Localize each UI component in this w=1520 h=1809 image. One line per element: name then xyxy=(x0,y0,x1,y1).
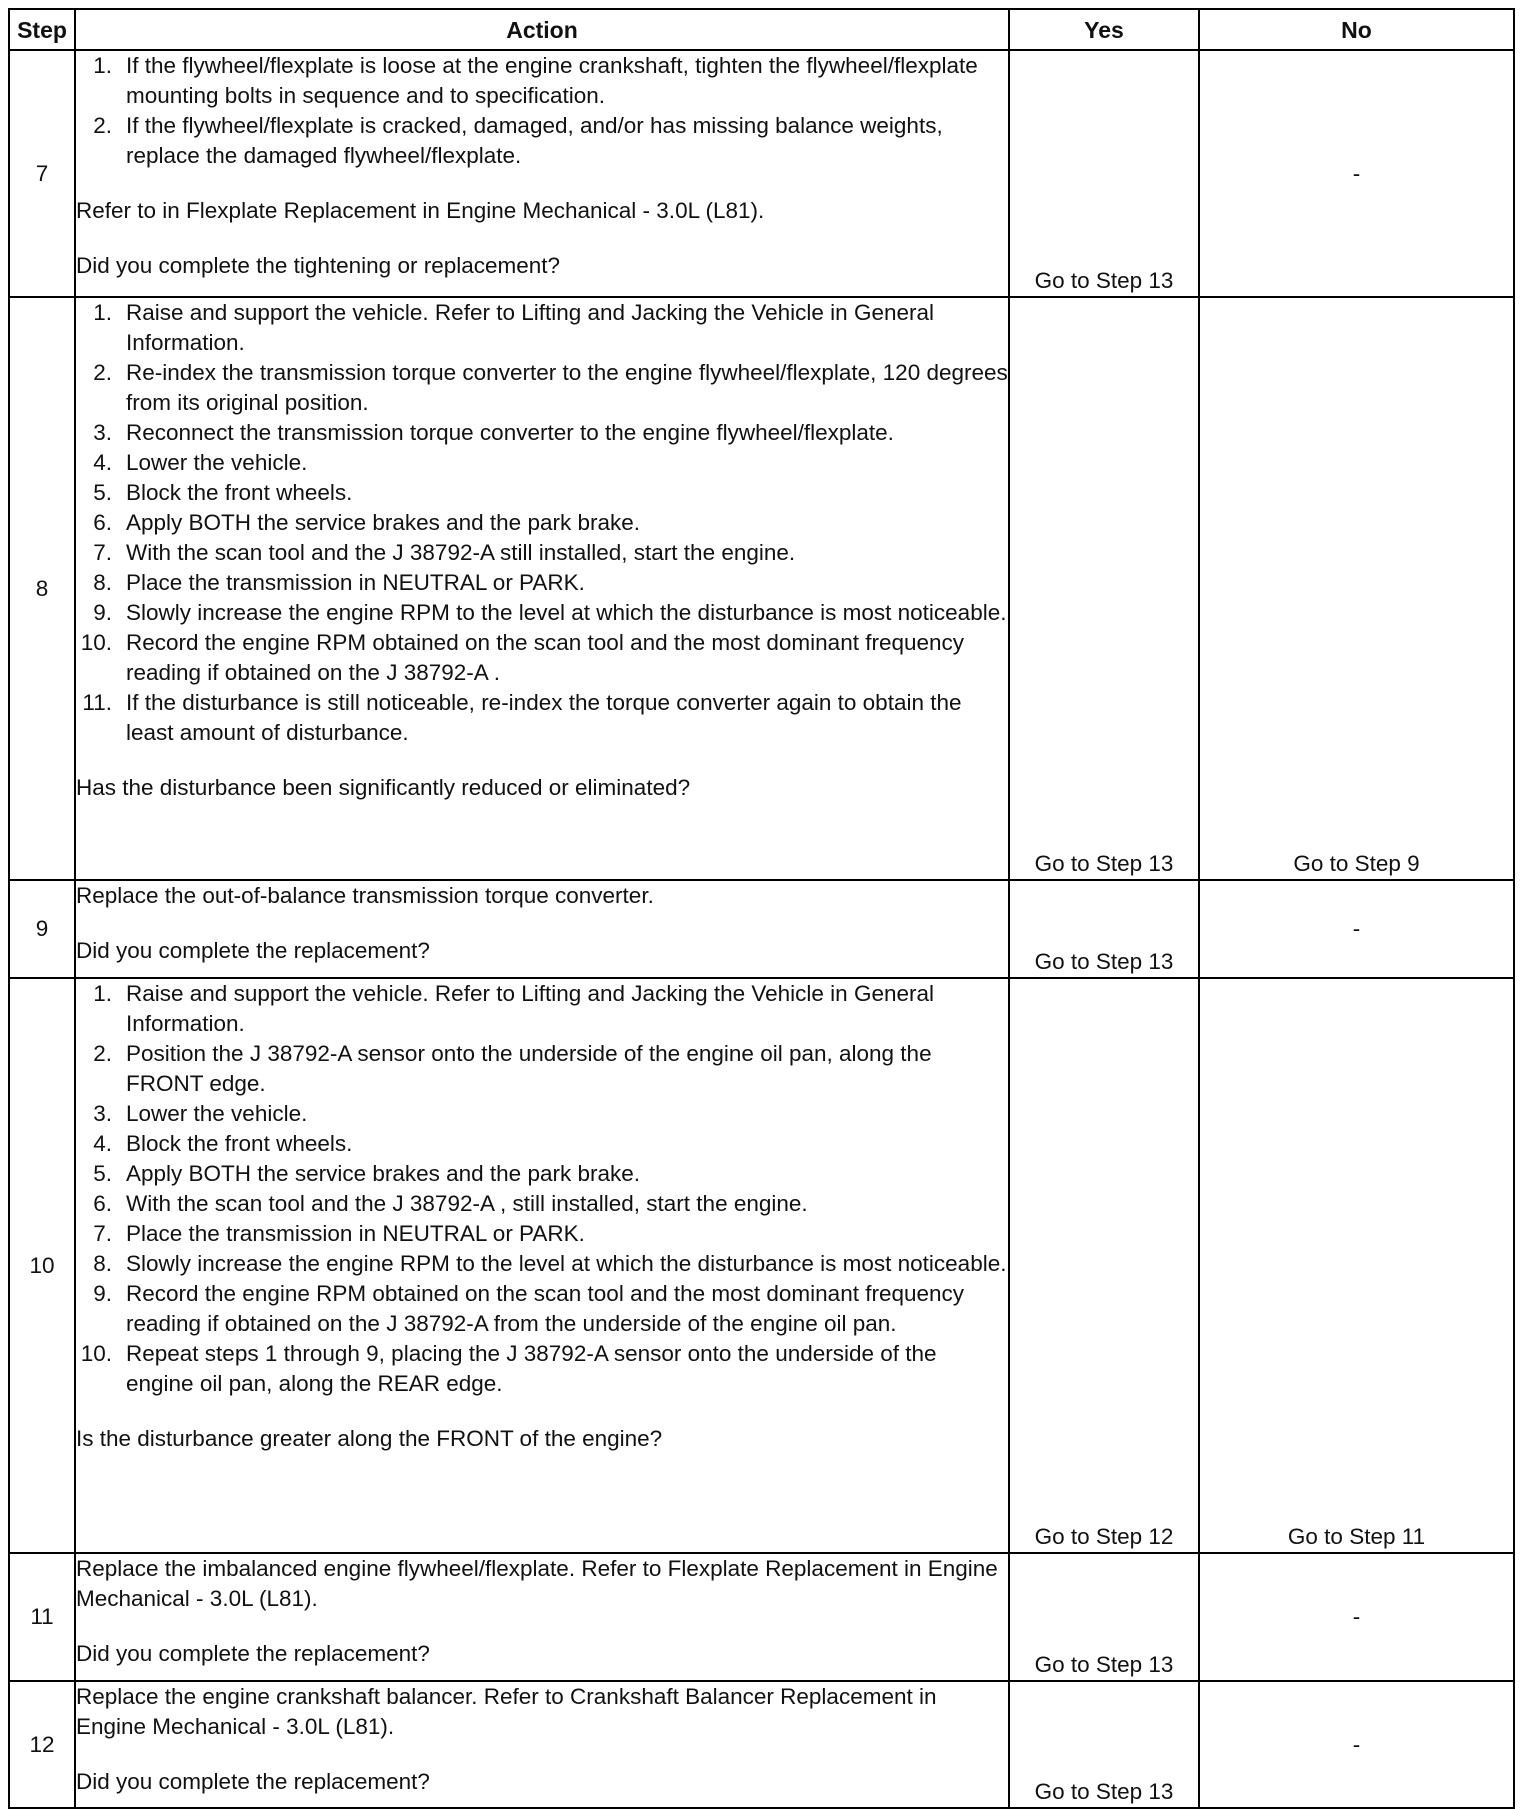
yes-result: Go to Step 13 xyxy=(1009,50,1199,297)
list-item: 7. With the scan tool and the J 38792-A still installed, start the engine. xyxy=(93,540,796,565)
list-item: 3. Lower the vehicle. xyxy=(93,1101,308,1126)
step-question: Did you complete the replacement? xyxy=(76,938,430,963)
step-number: 12 xyxy=(9,1681,75,1808)
list-item-text: With the scan tool and the J 38792-A , still installed, start the engine. xyxy=(126,1191,808,1216)
diagnostic-table xyxy=(8,8,1515,1809)
list-item: 7. Place the transmission in NEUTRAL or PARK. xyxy=(93,1221,585,1246)
list-item: 8. Place the transmission in NEUTRAL or PARK. xyxy=(93,570,585,595)
list-item-text: Block the front wheels. xyxy=(126,480,353,505)
list-item: 9. Slowly increase the engine RPM to the level at which the disturbance is most noticeable. xyxy=(93,600,1007,625)
list-item: 1. Raise and support the vehicle. Refer to Lifting and Jacking the Vehicle in General Information. xyxy=(93,300,934,355)
list-item: 5. Block the front wheels. xyxy=(93,480,353,505)
list-item-text: Record the engine RPM obtained on the scan tool and the most dominant frequency reading if obtained on the J 38792-A from the underside of the engine oil pan. xyxy=(126,1281,965,1336)
list-item: 1. If the flywheel/flexplate is loose at the engine crankshaft, tighten the flywheel/flexplate mounting bolts in sequence and to specification. xyxy=(93,53,978,108)
header-no: No xyxy=(1199,9,1514,50)
list-item-text: If the flywheel/flexplate is loose at the engine crankshaft, tighten the flywheel/flexplate mounting bolts in sequence and to specification. xyxy=(126,53,978,108)
no-result: Go to Step 9 xyxy=(1199,297,1514,880)
list-item: 9. Record the engine RPM obtained on the scan tool and the most dominant frequency reading if obtained on the J 38792-A from the underside of the engine oil pan. xyxy=(93,1281,965,1336)
yes-result: Go to Step 13 xyxy=(1009,1681,1199,1808)
list-item-text: If the flywheel/flexplate is cracked, damaged, and/or has missing balance weights, replace the damaged flywheel/flexplate. xyxy=(126,113,943,168)
step-question: Did you complete the tightening or replacement? xyxy=(76,253,561,278)
step-question: Did you complete the replacement? xyxy=(76,1641,430,1666)
list-item: 6. With the scan tool and the J 38792-A , still installed, start the engine. xyxy=(93,1191,808,1216)
action-cell xyxy=(75,297,1009,880)
action-cell xyxy=(75,50,1009,297)
list-item-text: Place the transmission in NEUTRAL or PARK. xyxy=(126,1221,585,1246)
list-item-text: If the disturbance is still noticeable, re-index the torque converter again to obtain the least amount of disturbance. xyxy=(126,690,962,745)
table-row xyxy=(9,50,1514,297)
list-item: 10. Record the engine RPM obtained on the scan tool and the most dominant frequency reading if obtained on the J 38792-A . xyxy=(80,630,965,685)
table-row xyxy=(9,978,1514,1553)
no-result: - xyxy=(1199,1681,1514,1808)
list-item: 2. Position the J 38792-A sensor onto the underside of the engine oil pan, along the FRONT edge. xyxy=(93,1041,932,1096)
action-list xyxy=(76,298,1008,748)
list-item-text: Re-index the transmission torque converter to the engine flywheel/flexplate, 120 degrees from its original position. xyxy=(126,360,1008,415)
list-item: 5. Apply BOTH the service brakes and the park brake. xyxy=(93,1161,640,1186)
yes-result: Go to Step 12 xyxy=(1009,978,1199,1553)
list-item-text: Reconnect the transmission torque converter to the engine flywheel/flexplate. xyxy=(126,420,894,445)
list-item: 11. If the disturbance is still noticeable, re-index the torque converter again to obtain the least amount of disturbance. xyxy=(82,690,962,745)
no-result: Go to Step 11 xyxy=(1199,978,1514,1553)
step-number: 8 xyxy=(9,297,75,880)
action-cell xyxy=(75,1553,1009,1681)
list-item-text: Slowly increase the engine RPM to the level at which the disturbance is most noticeable. xyxy=(126,1251,1007,1276)
action-cell xyxy=(75,1681,1009,1808)
action-cell xyxy=(75,880,1009,978)
step-number: 10 xyxy=(9,978,75,1553)
action-cell xyxy=(75,978,1009,1553)
yes-result: Go to Step 13 xyxy=(1009,297,1199,880)
step-number: 11 xyxy=(9,1553,75,1681)
step-question: Has the disturbance been significantly reduced or eliminated? xyxy=(76,775,691,800)
list-item-text: Slowly increase the engine RPM to the level at which the disturbance is most noticeable. xyxy=(126,600,1007,625)
list-item-text: Raise and support the vehicle. Refer to Lifting and Jacking the Vehicle in General Information. xyxy=(126,300,934,355)
list-item: 10. Repeat steps 1 through 9, placing the J 38792-A sensor onto the underside of the engine oil pan, along the REAR edge. xyxy=(80,1341,937,1396)
list-item-text: Raise and support the vehicle. Refer to Lifting and Jacking the Vehicle in General Information. xyxy=(126,981,934,1036)
table-row xyxy=(9,1553,1514,1681)
table-row xyxy=(9,1681,1514,1808)
list-item-text: Record the engine RPM obtained on the scan tool and the most dominant frequency reading if obtained on the J 38792-A . xyxy=(126,630,965,685)
list-item: 1. Raise and support the vehicle. Refer to Lifting and Jacking the Vehicle in General Information. xyxy=(93,981,934,1036)
action-list xyxy=(76,51,1008,171)
list-item-text: Apply BOTH the service brakes and the park brake. xyxy=(126,510,640,535)
table-row xyxy=(9,880,1514,978)
list-item: 6. Apply BOTH the service brakes and the park brake. xyxy=(93,510,640,535)
action-text: Replace the imbalanced engine flywheel/flexplate. Refer to Flexplate Replacement in Engine Mechanical - 3.0L (L81). xyxy=(76,1556,998,1611)
table-row xyxy=(9,297,1514,880)
list-item-text: With the scan tool and the J 38792-A still installed, start the engine. xyxy=(126,540,796,565)
action-text: Replace the engine crankshaft balancer. Refer to Crankshaft Balancer Replacement in Engine Mechanical - 3.0L (L81). xyxy=(76,1684,937,1739)
step-question: Is the disturbance greater along the FRONT of the engine? xyxy=(76,1426,663,1451)
list-item: 2. If the flywheel/flexplate is cracked, damaged, and/or has missing balance weights, replace the damaged flywheel/flexplate. xyxy=(93,113,943,168)
step-question: Did you complete the replacement? xyxy=(76,1769,430,1794)
list-item: 8. Slowly increase the engine RPM to the level at which the disturbance is most noticeable. xyxy=(93,1251,1007,1276)
action-text: Replace the out-of-balance transmission torque converter. xyxy=(76,883,654,908)
yes-result: Go to Step 13 xyxy=(1009,880,1199,978)
list-item: 4. Block the front wheels. xyxy=(93,1131,353,1156)
step-number: 7 xyxy=(9,50,75,297)
list-item: 2. Re-index the transmission torque converter to the engine flywheel/flexplate, 120 degrees from its original position. xyxy=(93,360,1008,415)
list-item-text: Place the transmission in NEUTRAL or PARK. xyxy=(126,570,585,595)
no-result: - xyxy=(1199,880,1514,978)
list-item-text: Block the front wheels. xyxy=(126,1131,353,1156)
list-item-text: Lower the vehicle. xyxy=(126,450,308,475)
no-result: - xyxy=(1199,50,1514,297)
list-item-text: Lower the vehicle. xyxy=(126,1101,308,1126)
yes-result: Go to Step 13 xyxy=(1009,1553,1199,1681)
list-item: 4. Lower the vehicle. xyxy=(93,450,308,475)
reference-note: Refer to in Flexplate Replacement in Engine Mechanical - 3.0L (L81). xyxy=(76,198,765,223)
table-header-row xyxy=(9,9,1514,50)
step-number: 9 xyxy=(9,880,75,978)
header-yes: Yes xyxy=(1009,9,1199,50)
no-result: - xyxy=(1199,1553,1514,1681)
list-item-text: Apply BOTH the service brakes and the park brake. xyxy=(126,1161,640,1186)
header-action: Action xyxy=(75,9,1009,50)
action-list xyxy=(76,979,1008,1399)
list-item: 3. Reconnect the transmission torque converter to the engine flywheel/flexplate. xyxy=(93,420,894,445)
header-step: Step xyxy=(9,9,75,50)
list-item-text: Position the J 38792-A sensor onto the underside of the engine oil pan, along the FRONT edge. xyxy=(126,1041,932,1096)
list-item-text: Repeat steps 1 through 9, placing the J 38792-A sensor onto the underside of the engine oil pan, along the REAR edge. xyxy=(126,1341,937,1396)
